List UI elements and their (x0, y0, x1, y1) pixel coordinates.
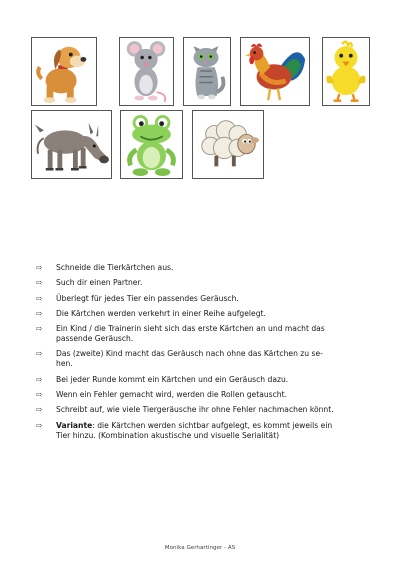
arrow-bullet-icon: ⇨ (36, 374, 43, 384)
list-item (36, 278, 336, 288)
card-sheep (192, 110, 264, 179)
page-footer: Monika Gerhartinger - AS (164, 545, 236, 551)
instruction-text: Wenn ein Fehler gemacht wird, werden die Rollen getauscht. (56, 390, 287, 400)
list-item (36, 294, 336, 304)
list-item (36, 405, 336, 415)
mouse-icon (120, 38, 173, 105)
instruction-text: Das (zweite) Kind macht das Geräusch nach ohne das Kärtchen zu se-hen. (56, 349, 323, 369)
list-item (36, 324, 336, 344)
variant-text: : die Kärtchen werden sichtbar aufgelegt, es kommt jeweils ein Tier hinzu. (Kombination akustische und visuelle Serialität) (56, 420, 333, 440)
rooster-icon (241, 38, 309, 105)
arrow-bullet-icon: ⇨ (36, 263, 43, 272)
instruction-list (36, 263, 336, 446)
card-frog (120, 110, 183, 179)
arrow-bullet-icon: ⇨ (36, 349, 43, 359)
instruction-text: Schreibt auf, wie viele Tiergeräusche ihr ohne Fehler nachmachen könnt. (56, 405, 334, 415)
arrow-bullet-icon: ⇨ (36, 420, 43, 430)
cat-icon (184, 38, 230, 105)
instruction-text: Überlegt für jedes Tier ein passendes Geräusch. (56, 293, 239, 303)
instruction-text (56, 421, 336, 441)
dog-icon (32, 38, 96, 105)
instruction-text: Ein Kind / die Trainerin sieht sich das erste Kärtchen an und macht das passende Geräusch. (56, 324, 325, 344)
card-mouse (119, 37, 174, 106)
frog-icon (121, 111, 182, 178)
instruction-text: Die Kärtchen werden verkehrt in einer Reihe aufgelegt. (56, 308, 266, 318)
list-item (36, 375, 336, 385)
arrow-bullet-icon: ⇨ (36, 405, 43, 415)
instruction-text: Bei jeder Runde kommt ein Kärtchen und ein Geräusch dazu. (56, 374, 289, 384)
arrow-bullet-icon: ⇨ (36, 278, 43, 288)
arrow-bullet-icon: ⇨ (36, 390, 43, 400)
card-cat (183, 37, 231, 106)
card-rooster (240, 37, 310, 106)
sheep-icon (193, 111, 263, 178)
card-dog (31, 37, 97, 106)
list-item (36, 349, 336, 369)
donkey-icon (32, 111, 111, 178)
instruction-text: Schneide die Tierkärtchen aus. (56, 263, 174, 272)
list-item (36, 390, 336, 400)
arrow-bullet-icon: ⇨ (36, 293, 43, 303)
arrow-bullet-icon: ⇨ (36, 308, 43, 318)
arrow-bullet-icon: ⇨ (36, 324, 43, 334)
list-item (36, 309, 336, 319)
list-item (36, 263, 336, 273)
list-item (36, 421, 336, 441)
chick-icon (323, 38, 369, 105)
variant-label: Variante (56, 420, 93, 430)
card-donkey (31, 110, 112, 179)
card-chick (322, 37, 370, 106)
instruction-text: Such dir einen Partner. (56, 278, 143, 288)
